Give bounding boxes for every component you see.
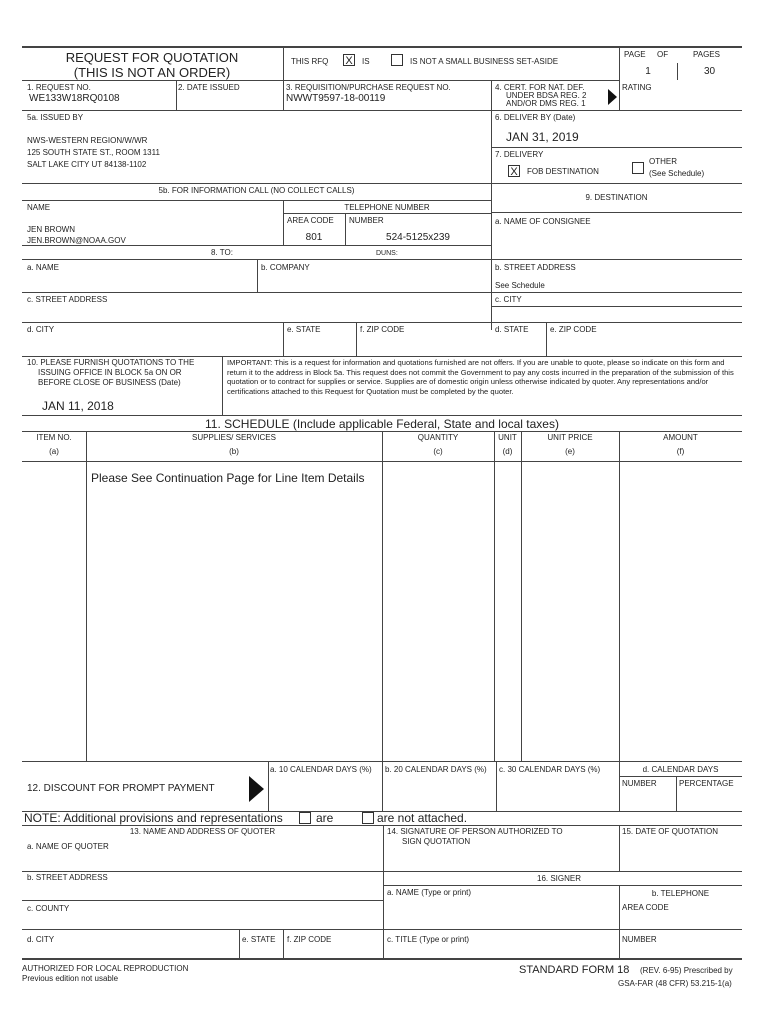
col-unit-price: UNIT PRICE (547, 433, 593, 442)
col-item-no: ITEM NO. (36, 433, 72, 442)
cert-line1: 4. CERT. FOR NAT. DEF. (495, 83, 585, 92)
area-code-value: 801 (305, 232, 323, 243)
pages-value: 30 (703, 66, 716, 77)
quoter-label: 13. NAME AND ADDRESS OF QUOTER (129, 827, 276, 836)
quoter-state-label: e. STATE (242, 935, 276, 944)
footer-far-reference: GSA-FAR (48 CFR) 53.215-1(a) (618, 979, 732, 988)
quotation-date-label: 15. DATE OF QUOTATION (622, 827, 719, 836)
quoter-street-label: b. STREET ADDRESS (27, 873, 108, 882)
furnish-line3: BEFORE CLOSE OF BUSINESS (Date) (38, 378, 181, 387)
area-code-label: AREA CODE (287, 216, 334, 225)
issued-by-line2: 125 SOUTH STATE ST., ROOM 1311 (27, 148, 160, 157)
to-state-label: e. STATE (287, 325, 321, 334)
deliver-by-value: JAN 31, 2019 (506, 130, 579, 144)
fob-destination-checkbox[interactable]: X (508, 165, 520, 177)
request-no-label: 1. REQUEST NO. (27, 83, 91, 92)
col-supplies-sub: (b) (229, 447, 239, 456)
cert-line3: AND/OR DMS REG. 1 (506, 99, 586, 108)
signature-line2: SIGN QUOTATION (402, 837, 471, 846)
to-city-label: d. CITY (27, 325, 55, 334)
quoter-city-label: d. CITY (27, 935, 55, 944)
form-title: REQUEST FOR QUOTATION (65, 50, 239, 65)
number-label: NUMBER (349, 216, 384, 225)
to-label: 8. TO: (211, 248, 233, 257)
discount-30-days: c. 30 CALENDAR DAYS (%) (499, 765, 601, 774)
info-name-label: NAME (27, 203, 51, 212)
discount-percentage-label: PERCENTAGE (679, 779, 734, 788)
dest-street-value: See Schedule (495, 281, 545, 290)
info-call-label: 5b. FOR INFORMATION CALL (NO COLLECT CALLS) (158, 186, 355, 195)
signer-name-label: a. NAME (Type or print) (387, 888, 472, 897)
consignee-label: a. NAME OF CONSIGNEE (495, 217, 591, 226)
phone-number-value: 524-5125x239 (386, 232, 450, 243)
rating-label: RATING (622, 83, 652, 92)
furnish-line1: 10. PLEASE FURNISH QUOTATIONS TO THE (27, 358, 195, 367)
deliver-by-label: 6. DELIVER BY (Date) (495, 113, 576, 122)
requisition-value: NWWT9597-18-00119 (286, 93, 386, 104)
contact-name: JEN BROWN (27, 225, 75, 234)
is-label: IS (362, 57, 370, 66)
note-are-not-checkbox[interactable] (362, 812, 374, 824)
other-sub-label: (See Schedule) (649, 169, 705, 178)
schedule-title: 11. SCHEDULE (Include applicable Federal, State and local taxes) (205, 417, 559, 431)
note-are-not-label: are not attached. (377, 811, 468, 825)
fob-destination-label: FOB DESTINATION (527, 167, 599, 176)
quotation-due-date: JAN 11, 2018 (42, 399, 114, 413)
footer-form-name: STANDARD FORM 18 (519, 964, 630, 976)
discount-10-days: a. 10 CALENDAR DAYS (%) (270, 765, 372, 774)
signer-title-label: c. TITLE (Type or print) (387, 935, 470, 944)
cert-arrow-icon (608, 89, 617, 105)
note-are-label: are (316, 811, 334, 825)
quoter-name-label: a. NAME OF QUOTER (27, 842, 109, 851)
col-unit-price-sub: (e) (565, 447, 575, 456)
col-item-no-sub: (a) (49, 447, 59, 456)
quoter-county-label: c. COUNTY (27, 904, 70, 913)
contact-email[interactable]: JEN.BROWN@NOAA.GOV (27, 236, 126, 245)
footer-authorized: AUTHORIZED FOR LOCAL REPRODUCTION (22, 964, 189, 973)
issued-by-line3: SALT LAKE CITY UT 84138-1102 (27, 160, 147, 169)
to-street-label: c. STREET ADDRESS (27, 295, 108, 304)
col-unit-sub: (d) (502, 447, 513, 456)
signer-area-code-label: AREA CODE (622, 903, 669, 912)
footer-previous-edition: Previous edition not usable (22, 974, 119, 983)
dest-state-label: d. STATE (495, 325, 529, 334)
other-checkbox[interactable] (632, 162, 644, 174)
discount-arrow-icon (249, 776, 264, 802)
page-value: 1 (645, 66, 651, 77)
issued-by-line1: NWS-WESTERN REGION/W/WR (27, 136, 148, 145)
discount-20-days: b. 20 CALENDAR DAYS (%) (385, 765, 487, 774)
of-label: OF (657, 50, 669, 59)
issued-by-label: 5a. ISSUED BY (27, 113, 84, 122)
form-subtitle: (THIS IS NOT AN ORDER) (73, 65, 231, 80)
this-rfq-label: THIS RFQ (291, 57, 329, 66)
schedule-body-text: Please See Continuation Page for Line Item Details (91, 471, 365, 485)
discount-calendar-days: d. CALENDAR DAYS (642, 765, 719, 774)
furnish-line2: ISSUING OFFICE IN BLOCK 5a ON OR (38, 368, 182, 377)
col-quantity-sub: (c) (433, 447, 443, 456)
discount-label: 12. DISCOUNT FOR PROMPT PAYMENT (27, 783, 215, 794)
signer-telephone-label: b. TELEPHONE (651, 889, 710, 898)
is-not-label: IS NOT A SMALL BUSINESS SET-ASIDE (410, 57, 559, 66)
duns-label: DUNS: (376, 250, 398, 257)
signature-line1: 14. SIGNATURE OF PERSON AUTHORIZED TO (387, 827, 563, 836)
to-name-label: a. NAME (27, 263, 60, 272)
note-are-checkbox[interactable] (299, 812, 311, 824)
signer-label: 16. SIGNER (537, 874, 582, 883)
is-checkbox[interactable]: X (343, 54, 355, 66)
dest-street-label: b. STREET ADDRESS (495, 263, 576, 272)
telephone-label: TELEPHONE NUMBER (344, 203, 430, 212)
col-unit: UNIT (498, 433, 517, 442)
delivery-label: 7. DELIVERY (495, 150, 544, 159)
pages-label: PAGES (693, 50, 720, 59)
other-label: OTHER (649, 157, 677, 166)
note-text: NOTE: Additional provisions and representations (24, 811, 283, 825)
page-label: PAGE (624, 50, 646, 59)
signer-number-label: NUMBER (622, 935, 657, 944)
date-issued-label: 2. DATE ISSUED (178, 83, 240, 92)
destination-label: 9. DESTINATION (585, 193, 648, 202)
col-amount-sub: (f) (676, 447, 685, 456)
cert-line2: UNDER BDSA REG. 2 (506, 91, 587, 100)
footer-revision: (REV. 6-95) Prescribed by (640, 966, 733, 975)
to-zip-label: f. ZIP CODE (360, 325, 405, 334)
is-not-checkbox[interactable] (391, 54, 403, 66)
important-notice: IMPORTANT: This is a request for information and quotations furnished are not offers. If you are unable to quote, please so indicate on this form and return it to the address in Block 5a. This request does not commit the Government to pay any costs incurred in the preparation of the submission of this quotation or to contract for supplies or service. Supplies are of domestic origin unless otherwise indicated by quoter. Any representations and/or certifications attached to this Request for Quotation must be completed by the quoter. (227, 358, 734, 396)
request-no-value: WE133W18RQ0108 (29, 93, 120, 104)
dest-zip-label: e. ZIP CODE (550, 325, 597, 334)
dest-city-label: c. CITY (495, 295, 522, 304)
col-quantity: QUANTITY (417, 433, 459, 442)
discount-number-label: NUMBER (622, 779, 657, 788)
quoter-zip-label: f. ZIP CODE (287, 935, 332, 944)
to-company-label: b. COMPANY (261, 263, 310, 272)
col-supplies: SUPPLIES/ SERVICES (192, 433, 276, 442)
requisition-label: 3. REQUISITION/PURCHASE REQUEST NO. (286, 83, 451, 92)
col-amount: AMOUNT (663, 433, 698, 442)
